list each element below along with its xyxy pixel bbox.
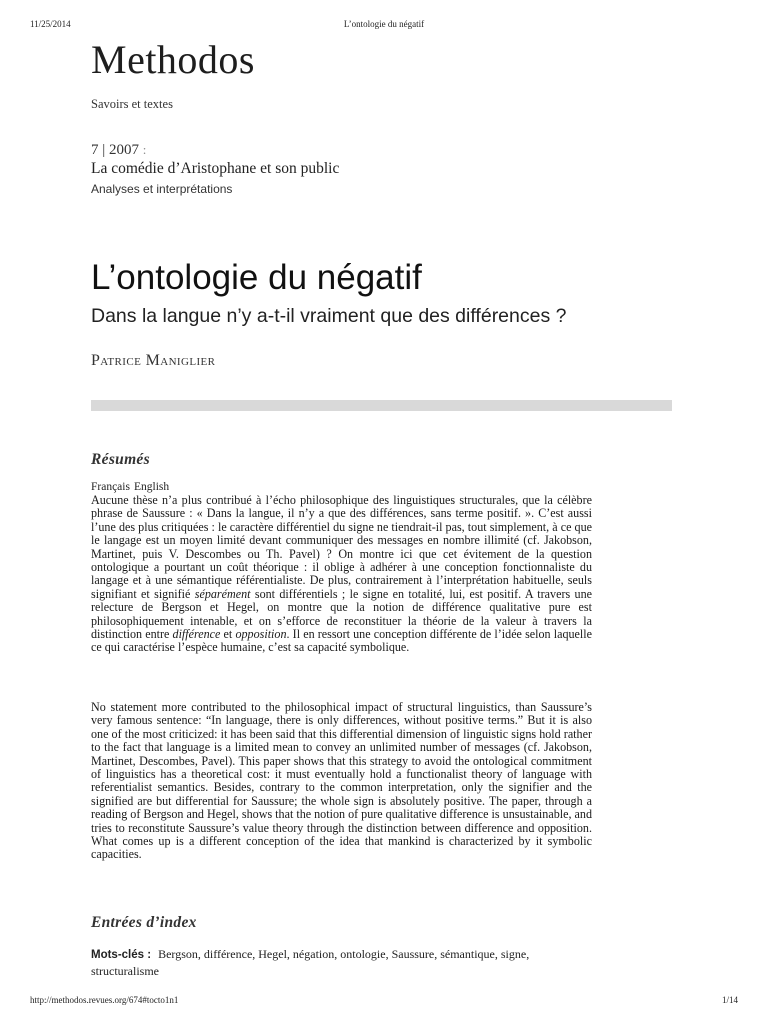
abstract-french (91, 494, 592, 655)
keywords-label: Mots-clés : (91, 949, 152, 961)
print-page-number: 1/14 (721, 995, 738, 1005)
author-name[interactable]: Patrice Maniglier (91, 352, 216, 369)
abstract-fr-part: et (220, 627, 236, 642)
site-subtitle: Savoirs et textes (91, 97, 173, 111)
language-link-english[interactable]: English (133, 481, 170, 493)
abstract-fr-emphasis: opposition (235, 627, 287, 642)
abstract-fr-part: sont différentiels ; le signe en totalité, lui, est positif. A travers une relecture de Bergson et Hegel, on montre que la notion de différence qualitative pure est philosophiquement intenable, et on s’efforce de reconstituer la théorie de la valeur à travers la distinction entre (91, 586, 592, 642)
resumes-heading: Résumés (91, 451, 150, 468)
language-switcher (91, 481, 173, 493)
abstract-fr-part: . Il en ressort une conception différente de l’idée selon laquelle ce qui caractérise l’espèce humaine, c’est sa capacité symbolique. (91, 627, 593, 655)
issue-colon: : (142, 142, 147, 157)
language-link-french[interactable]: Français (91, 481, 130, 493)
abstract-fr-emphasis: différence (172, 627, 221, 642)
issue-section[interactable]: Analyses et interprétations (91, 182, 233, 196)
site-title[interactable]: Methodos (91, 37, 255, 82)
keywords (91, 946, 592, 979)
abstract-fr-part: Aucune thèse n’a plus contribué à l’écho philosophique des linguistiques structurales, que la célèbre phrase de Saussure : « Dans la langue, il n’y a que des différences, sans terme positif. ». C’est aussi l’une des plus critiquées : le caractère différentiel du signe ne tiendrait-il pas, tout simplement, à ce que le langage est un moyen limité devant communiquer des messages en nombre illimité (cf. Jakobson, Martinet, puis V. Descombes ou Th. Pavel) ? On montre ici que cet évitement de la question ontologique a pourtant un coût théorique : il oblige à adhérer à une conception fonctionnaliste du langage et à une sémantique référentialiste. De plus, contrairement à l’interprétation habituelle, seuls signifiant et signifié (91, 493, 592, 601)
issue-number[interactable] (91, 142, 146, 159)
print-header (30, 19, 738, 31)
issue-title[interactable]: La comédie d’Aristophane et son public (91, 160, 340, 177)
print-url: http://methodos.revues.org/674#tocto1n1 (30, 995, 179, 1005)
abstract-fr-emphasis: séparément (194, 586, 251, 601)
issue-number-text[interactable]: 7 | 2007 (91, 142, 140, 158)
print-footer (30, 995, 738, 1007)
print-date: 11/25/2014 (30, 19, 71, 29)
article-subtitle: Dans la langue n’y a-t-il vraiment que des différences ? (91, 305, 567, 327)
article-title: L’ontologie du négatif (91, 258, 422, 297)
index-heading: Entrées d’index (91, 914, 197, 931)
divider-bar (91, 400, 672, 411)
keywords-list[interactable]: Bergson, différence, Hegel, négation, ontologie, Saussure, sémantique, signe, structuralisme (91, 947, 530, 978)
print-page-title: L’ontologie du négatif (343, 19, 425, 29)
abstract-english: No statement more contributed to the philosophical impact of structural linguistics, than Saussure’s very famous sentence: “In language, there is only differences, without positive terms.” But it is also one of the most criticized: it has been said that this differential dimension of linguistic signs hold rather to the fact that language is a limited mean to convey an unlimited number of messages (cf. Jakobson, Martinet, Descombes, Pavel). This paper shows that this strategy to avoid the ontological commitment of linguistics has a theoretical cost: it must eventually hold a functionalist theory of language with referentialist semantics. Besides, contrary to the common interpretation, only the signifier and the signified are but differential for Saussure; the whole sign is absolutely positive. The paper, through a reading of Bergson and Hegel, shows that the notion of pure qualitative difference is unsustainable, and tries to reconstitute Saussure’s value theory through the distinction between difference and opposition. What comes up is a different conception of the idea that mankind is characterized by it symbolic capacities. (91, 700, 592, 862)
